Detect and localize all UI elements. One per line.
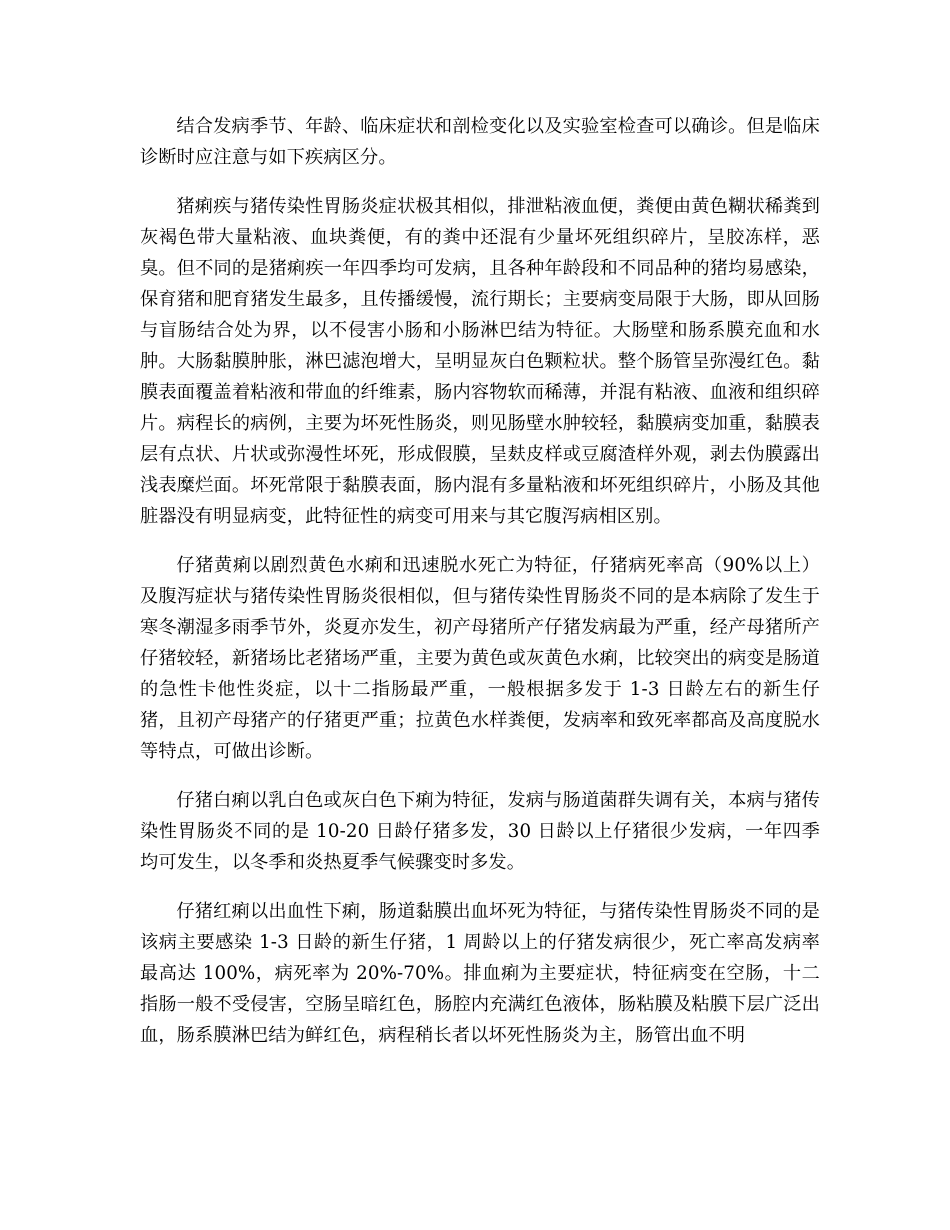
paragraph-diagnosis-intro: 结合发病季节、年龄、临床症状和剖检变化以及实验室检查可以确诊。但是临床诊断时应注意与如下疾病区分。	[140, 116, 820, 168]
paragraph-piglet-red-scour: 仔猪红痢以出血性下痢，肠道黏膜出血坏死为特征，与猪传染性胃肠炎不同的是该病主要感染 1-3 日龄的新生仔猪，1 周龄以上的仔猪发病很少，死亡率高发病率最高达 100%，病死率为 20%-70%。排血痢为主要症状，特征病变在空肠，十二指肠一般不受侵害，空肠呈暗红色，肠腔内充满红色液体，肠粘膜及粘膜下层广泛出血，肠系膜淋巴结为鲜红色，病程稍长者以坏死性肠炎为主，肠管出血不明	[140, 901, 820, 1046]
document-body	[140, 111, 820, 1069]
paragraph-piglet-yellow-scour: 仔猪黄痢以剧烈黄色水痢和迅速脱水死亡为特征，仔猪病死率高（90%以上）及腹泻症状与猪传染性胃肠炎很相似，但与猪传染性胃肠炎不同的是本病除了发生于寒冬潮湿多雨季节外，炎夏亦发生，初产母猪所产仔猪发病最为严重，经产母猪所产仔猪较轻，新猪场比老猪场严重，主要为黄色或灰黄色水痢，比较突出的病变是肠道的急性卡他性炎症，以十二指肠最严重，一般根据多发于 1-3 日龄左右的新生仔猪，且初产母猪产的仔猪更严重；拉黄色水样粪便，发病率和致死率都高及高度脱水等特点，可做出诊断。	[140, 555, 820, 762]
paragraph-piglet-white-scour: 仔猪白痢以乳白色或灰白色下痢为特征，发病与肠道菌群失调有关，本病与猪传染性胃肠炎不同的是 10-20 日龄仔猪多发，30 日龄以上仔猪很少发病，一年四季均可发生，以冬季和炎热夏季气候骤变时多发。	[140, 790, 820, 873]
paragraph-swine-dysentery: 猪痢疾与猪传染性胃肠炎症状极其相似，排泄粘液血便，粪便由黄色糊状稀粪到灰褐色带大量粘液、血块粪便，有的粪中还混有少量坏死组织碎片，呈胶冻样，恶臭。但不同的是猪痢疾一年四季均可发病，且各种年龄段和不同品种的猪均易感染，保育猪和肥育猪发生最多，且传播缓慢，流行期长；主要病变局限于大肠，即从回肠与盲肠结合处为界，以不侵害小肠和小肠淋巴结为特征。大肠壁和肠系膜充血和水肿。大肠黏膜肿胀，淋巴滤泡增大，呈明显灰白色颗粒状。整个肠管呈弥漫红色。黏膜表面覆盖着粘液和带血的纤维素，肠内容物软而稀薄，并混有粘液、血液和组织碎片。病程长的病例，主要为坏死性肠炎，则见肠壁水肿较轻，黏膜病变加重，黏膜表层有点状、片状或弥漫性坏死，形成假膜，呈麸皮样或豆腐渣样外观，剥去伪膜露出浅表糜烂面。坏死常限于黏膜表面，肠内混有多量粘液和坏死组织碎片，小肠及其他脏器没有明显病变，此特征性的病变可用来与其它腹泻病相区别。	[140, 196, 820, 527]
